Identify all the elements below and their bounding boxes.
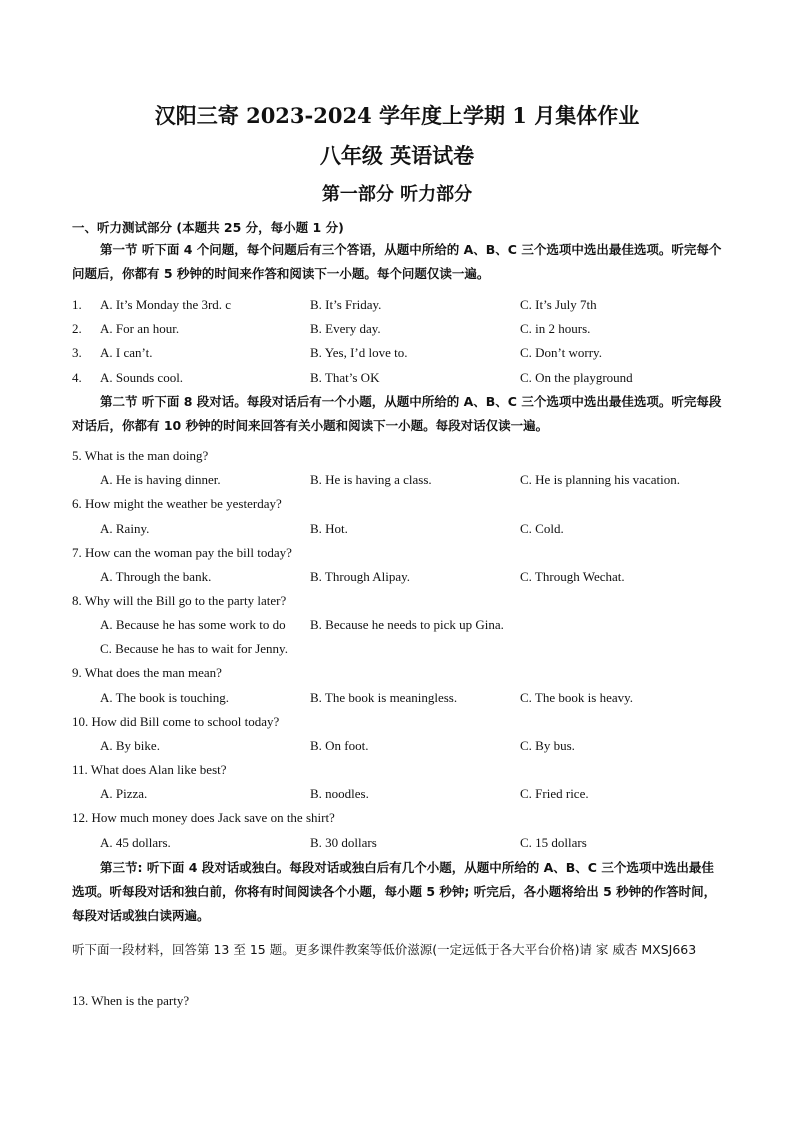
instruction-part1: 第一节 听下面 4 个问题，每个问题后有三个答语，从题中所给的 A、B、C 三个选项中选出最佳选项。听完每个问题后，你都有 5 秒钟的时间来作答和阅读下一小题。每个问题仅读一遍。 xyxy=(72,242,722,281)
section-heading: 一、听力测试部分 (本题共 25 分，每小题 1 分) xyxy=(72,220,344,235)
option-c: C. in 2 hours. xyxy=(520,321,591,336)
option-b: B. The book is meaningless. xyxy=(310,690,458,705)
option-c: C. Cold. xyxy=(520,521,564,536)
option-a: A. The book is touching. xyxy=(100,690,230,705)
option-a: A. Pizza. xyxy=(100,786,148,801)
option-c: C. By bus. xyxy=(520,738,575,753)
option-b: B. It’s Friday. xyxy=(310,297,382,312)
exam-subtitle: 八年级 英语试卷 xyxy=(319,143,475,168)
option-b: B. Hot. xyxy=(310,521,348,536)
option-b: B. Every day. xyxy=(310,321,381,336)
option-a: A. Because he has some work to do xyxy=(100,617,286,632)
question-number: 4. xyxy=(72,370,82,385)
option-b: B. On foot. xyxy=(310,738,369,753)
instruction-part3: 第三节: 听下面 4 段对话或独白。每段对话或独白后有几个小题，从题中所给的 A、B、C 三个选项中选出最佳选项。听每段对话和独白前，你将有时间阅读各个小题，每小题 5 秒钟; 听完后，各小题将给出 5 秒钟的作答时间，每段对话或独白读两遍。 xyxy=(72,860,717,923)
question-stem: 9. What does the man mean? xyxy=(72,665,222,680)
option-a: A. Sounds cool. xyxy=(100,370,184,385)
option-c: C. Fried rice. xyxy=(520,786,589,801)
option-a: A. It’s Monday the 3rd. c xyxy=(100,297,232,312)
option-c: C. He is planning his vacation. xyxy=(520,472,680,487)
option-c: C. It’s July 7th xyxy=(520,297,597,312)
question-number: 1. xyxy=(72,297,82,312)
question-number: 3. xyxy=(72,345,82,360)
question-stem: 11. What does Alan like best? xyxy=(72,762,227,777)
option-c: C. The book is heavy. xyxy=(520,690,634,705)
question-stem: 5. What is the man doing? xyxy=(72,448,209,463)
option-c: C. Don’t worry. xyxy=(520,345,602,360)
option-b: B. That’s OK xyxy=(310,370,380,385)
option-b: B. 30 dollars xyxy=(310,835,377,850)
instruction-part2: 第二节 听下面 8 段对话。每段对话后有一个小题，从题中所给的 A、B、C 三个选项中选出最佳选项。听完每段对话后，你都有 10 秒钟的时间来回答有关小题和阅读下一小题。每段对话仅读一遍。 xyxy=(72,394,722,433)
option-b: B. Through Alipay. xyxy=(310,569,411,584)
question-number: 2. xyxy=(72,321,82,336)
option-a: A. 45 dollars. xyxy=(100,835,171,850)
option-b: B. noodles. xyxy=(310,786,369,801)
option-c: C. On the playground xyxy=(520,370,633,385)
option-a: A. I can’t. xyxy=(100,345,153,360)
option-a: A. For an hour. xyxy=(100,321,180,336)
option-a: A. He is having dinner. xyxy=(100,472,221,487)
option-b: B. Yes, I’d love to. xyxy=(310,345,408,360)
question-stem: 10. How did Bill come to school today? xyxy=(72,714,280,729)
option-a: A. Rainy. xyxy=(100,521,150,536)
listening-material-note: 听下面一段材料，回答第 13 至 15 题。更多课件教案等低价滋源(一定远低于各大平台价格)请 家 威杏 MXSJ663 xyxy=(72,942,697,957)
exam-title: 汉阳三寄 2023-2024 学年度上学期 1 月集体作业 xyxy=(154,103,640,128)
option-b: B. He is having a class. xyxy=(310,472,432,487)
question-stem: 6. How might the weather be yesterday? xyxy=(72,496,282,511)
question-stem: 12. How much money does Jack save on the shirt? xyxy=(72,810,335,825)
option-c: C. Because he has to wait for Jenny. xyxy=(100,641,288,656)
option-a: A. By bike. xyxy=(100,738,160,753)
question-stem: 13. When is the party? xyxy=(72,993,190,1008)
question-stem: 8. Why will the Bill go to the party later? xyxy=(72,593,287,608)
option-c: C. 15 dollars xyxy=(520,835,587,850)
option-a: A. Through the bank. xyxy=(100,569,212,584)
question-stem: 7. How can the woman pay the bill today? xyxy=(72,545,292,560)
part-heading: 第一部分 听力部分 xyxy=(321,184,473,205)
option-b: B. Because he needs to pick up Gina. xyxy=(310,617,504,632)
option-c: C. Through Wechat. xyxy=(520,569,625,584)
